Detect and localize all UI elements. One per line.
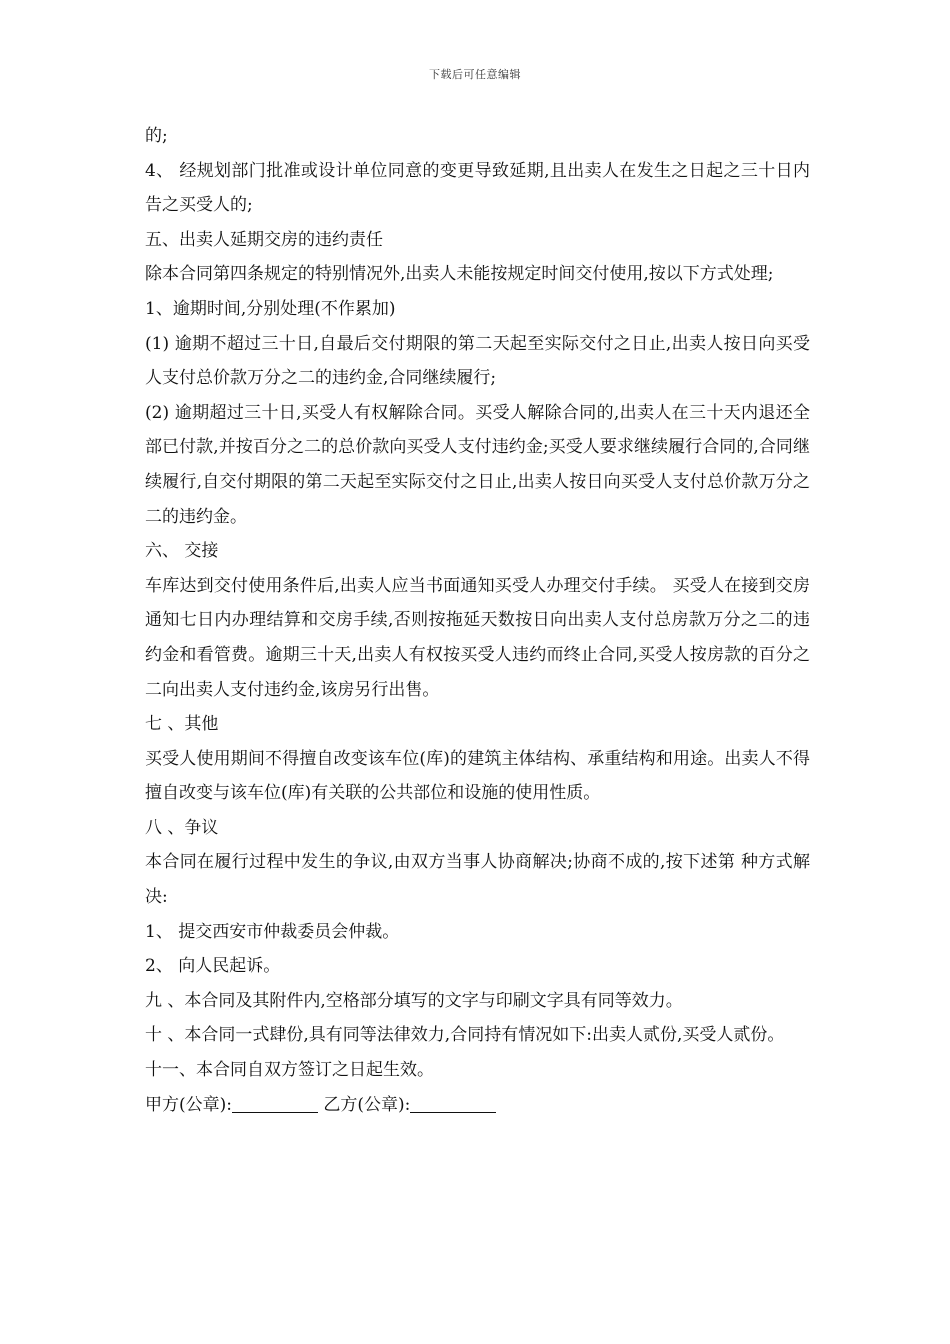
party-b-label: 乙方(公章): — [318, 1094, 411, 1115]
paragraph: 1、 提交西安市仲裁委员会仲裁。 — [145, 921, 400, 942]
party-a-label: 甲方(公章): — [145, 1094, 232, 1115]
paragraph: 九 、本合同及其附件内,空格部分填写的文字与印刷文字具有同等效力。 — [145, 990, 683, 1011]
paragraph: (2) 逾期超过三十日,买受人有权解除合同。买受人解除合同的,出卖人在三十天内退还全部已付款,并按百分之二的总价款向买受人支付违约金;买受人要求继续履行合同的,合同继续履行,自交付期限的第二天起至实际交付之日止,出卖人按日向买受人支付总价款万分之二的违约金。 — [145, 402, 810, 527]
section-heading: 六、 交接 — [145, 541, 219, 562]
paragraph: 车库达到交付使用条件后,出卖人应当书面通知买受人办理交付手续。 买受人在接到交房通知七日内办理结算和交房手续,否则按拖延天数按日向出卖人支付总房款万分之二的违约金和看管费。逾期三十天,出卖人有权按买受人违约而终止合同,买受人按房款的百分之二向出卖人支付违约金,该房另行出售。 — [145, 575, 810, 700]
paragraph: 的; — [145, 126, 168, 146]
party-a-signature-field[interactable] — [232, 1092, 318, 1113]
paragraph: 本合同在履行过程中发生的争议,由双方当事人协商解决;协商不成的,按下述第 种方式解决: — [145, 852, 810, 908]
paragraph: (1) 逾期不超过三十日,自最后交付期限的第二天起至实际交付之日止,出卖人按日向买受人支付总价款万分之二的违约金,合同继续履行; — [145, 333, 810, 389]
party-b-signature-field[interactable] — [410, 1092, 496, 1113]
paragraph: 十一、本合同自双方签订之日起生效。 — [145, 1060, 434, 1081]
paragraph: 2、 向人民起诉。 — [145, 956, 281, 977]
paragraph: 4、 经规划部门批准或设计单位同意的变更导致延期,且出卖人在发生之日起之三十日内告之买受人的; — [145, 160, 810, 216]
paragraph: 十 、本合同一式肆份,具有同等法律效力,合同持有情况如下:出卖人贰份,买受人贰份。 — [145, 1025, 785, 1046]
page-header: 下载后可任意编辑 — [429, 68, 521, 81]
paragraph: 1、逾期时间,分别处理(不作累加) — [145, 298, 396, 319]
paragraph: 买受人使用期间不得擅自改变该车位(库)的建筑主体结构、承重结构和用途。出卖人不得擅自改变与该车位(库)有关联的公共部位和设施的使用性质。 — [145, 748, 810, 804]
contract-body — [145, 119, 810, 1122]
signature-line — [145, 1088, 810, 1123]
section-heading: 八 、争议 — [145, 817, 219, 838]
section-heading: 五、出卖人延期交房的违约责任 — [145, 229, 383, 250]
paragraph: 除本合同第四条规定的特别情况外,出卖人未能按规定时间交付使用,按以下方式处理; — [145, 264, 774, 285]
section-heading: 七 、其他 — [145, 714, 219, 735]
